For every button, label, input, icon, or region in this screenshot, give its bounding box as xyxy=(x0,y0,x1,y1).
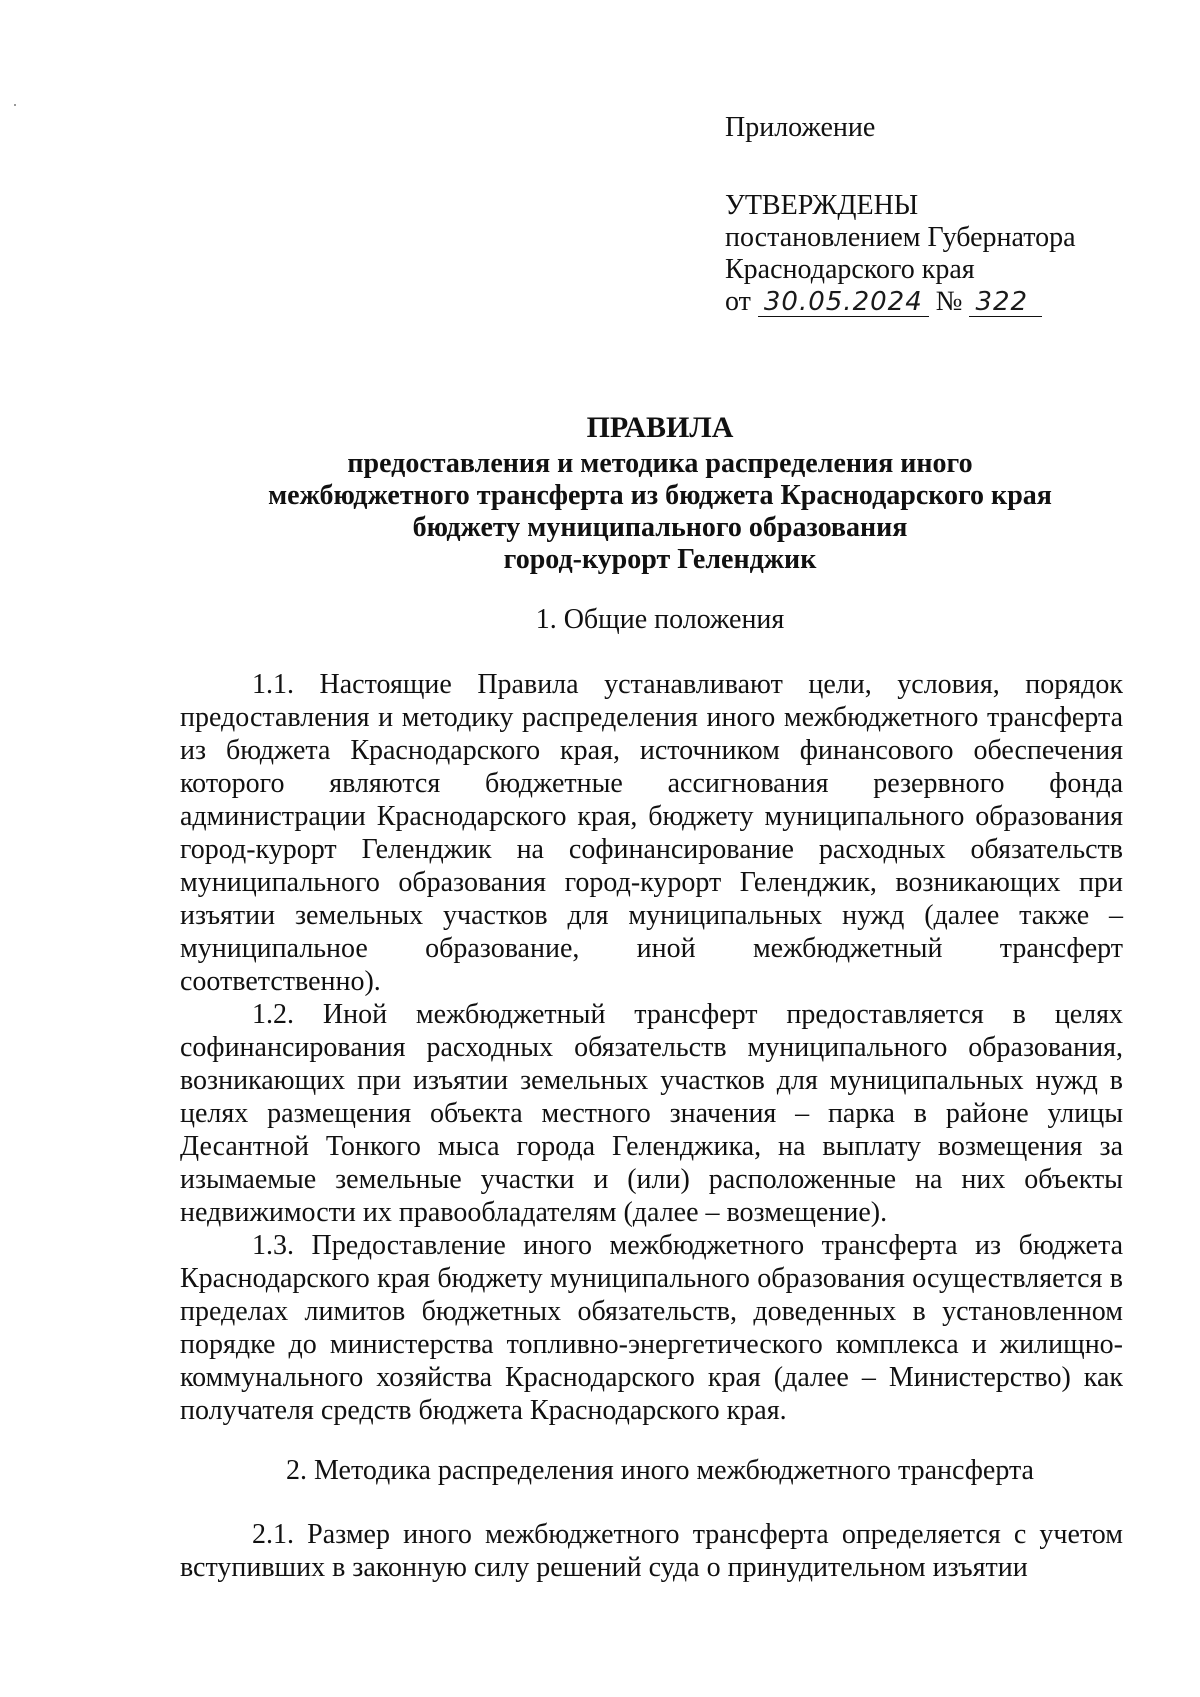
scan-artifact xyxy=(14,104,16,106)
date-prefix: от xyxy=(725,286,751,317)
title-line-2: межбюджетного трансферта из бюджета Краснодарского края xyxy=(268,480,1052,511)
section-2-body xyxy=(180,1518,1123,1584)
paragraph-1-1: 1.1. Настоящие Правила устанавливают цели, условия, порядок предоставления и методику распределения иного межбюджетного трансферта из бюджета Краснодарского края, источником финансового обеспечения которого являются бюджетные ассигнования резервного фонда администрации Краснодарского края, бюджету муниципального образования город-курорт Геленджик на софинансирование расходных обязательств муниципального образования город-курорт Геленджик, возникающих при изъятии земельных участков для муниципальных нужд (далее также – муниципальное образование, иной межбюджетный трансферт соответственно). xyxy=(180,669,1123,997)
handwritten-number: 322 xyxy=(969,288,1042,317)
paragraph-1-2: 1.2. Иной межбюджетный трансферт предоставляется в целях софинансирования расходных обязательств муниципального образования, возникающих при изъятии земельных участков для муниципальных нужд в целях размещения объекта местного значения – парка в районе улицы Десантной Тонкого мыса города Геленджика, на выплату возмещения за изымаемые земельные участки и (или) расположенные на них объекты недвижимости их правообладателям (далее – возмещение). xyxy=(180,999,1123,1228)
section-1-body xyxy=(180,668,1123,1427)
paragraph-2-1: 2.1. Размер иного межбюджетного трансферта определяется с учетом вступивших в законную силу решений суда о принудительном изъятии xyxy=(180,1519,1123,1583)
approved-by-line-2: Краснодарского края xyxy=(725,254,975,285)
title-main: ПРАВИЛА xyxy=(586,411,734,444)
title-line-1: предоставления и методика распределения иного xyxy=(347,448,973,479)
approved-label: УТВЕРЖДЕНЫ xyxy=(725,190,919,221)
document-title xyxy=(160,412,1160,576)
approval-stamp-block xyxy=(725,112,1165,318)
annex-label: Приложение xyxy=(725,112,876,143)
approved-by-line-1: постановлением Губернатора xyxy=(725,222,1076,253)
approval-date-line xyxy=(725,286,1165,318)
section-2-heading: 2. Методика распределения иного межбюджетного трансферта xyxy=(286,1455,1034,1486)
handwritten-date: 30.05.2024 xyxy=(758,288,929,317)
section-1-heading: 1. Общие положения xyxy=(535,604,785,635)
title-line-4: город-курорт Геленджик xyxy=(503,544,817,575)
title-line-3: бюджету муниципального образования xyxy=(412,512,908,543)
paragraph-1-3: 1.3. Предоставление иного межбюджетного трансферта из бюджета Краснодарского края бюджету муниципального образования осуществляется в пределах лимитов бюджетных обязательств, доведенных в установленном порядке до министерства топливно-энергетического комплекса и жилищно-коммунального хозяйства Краснодарского края (далее – Министерство) как получателя средств бюджета Краснодарского края. xyxy=(180,1230,1123,1426)
number-label: № xyxy=(935,286,963,317)
